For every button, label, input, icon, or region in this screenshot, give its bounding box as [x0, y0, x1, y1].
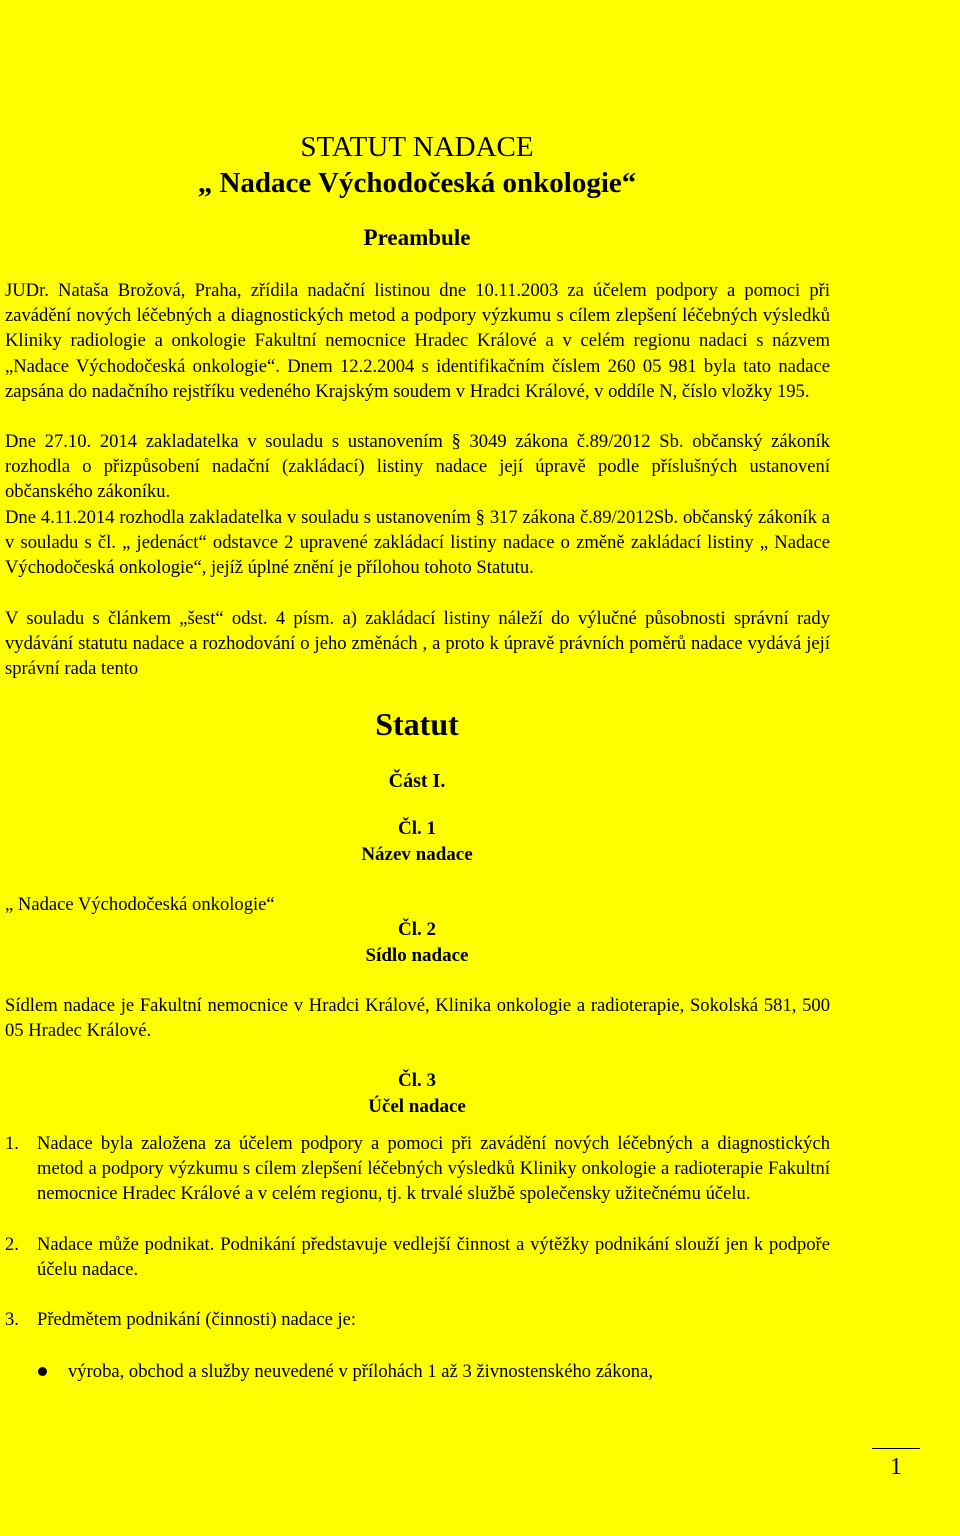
activities-bullet-list [36, 1359, 826, 1384]
article-2-heading [0, 917, 834, 969]
statut-heading: Statut [375, 706, 459, 742]
list-item [5, 1307, 830, 1332]
list-item-number: 1. [5, 1133, 19, 1154]
article-2-title: Sídlo nadace [365, 945, 469, 966]
list-item [5, 1131, 830, 1207]
document-title: STATUT NADACE [300, 131, 534, 163]
preamble-heading: Preambule [363, 225, 471, 250]
bullet-item [36, 1359, 826, 1384]
list-item-text: Nadace byla založena za účelem podpory a pomoci při zavádění nových léčebných a diagnostických metod a podpory výzkumu s cílem zlepšení léčebných výsledků Kliniky onkologie a radioterapie Fakultní nemocnice Hradec Králové a v celém regionu, tj. k trvalé službě společensky užitečnému účelu. [37, 1133, 830, 1205]
article-1-title: Název nadace [361, 844, 473, 865]
article-1-heading [0, 816, 834, 868]
footer-divider [872, 1448, 920, 1449]
foundation-name-heading: „ Nadace Východočeská onkologie“ [197, 167, 637, 199]
page-number: 1 [890, 1454, 902, 1480]
article-3-number: Čl. 3 [398, 1070, 436, 1091]
article-3-list [5, 1131, 830, 1332]
list-item-text: Předmětem podnikání (činnosti) nadace je: [37, 1309, 357, 1331]
list-item [5, 1232, 830, 1282]
list-item-number: 2. [5, 1233, 19, 1255]
list-item-text: Nadace může podnikat. Podnikání představuje vedlejší činnost a výtěžky podnikání slouží jen k podpoře účelu nadace. [37, 1233, 830, 1280]
article-1-text: „ Nadace Východočeská onkologie“ [5, 894, 275, 915]
preamble-paragraph-1: JUDr. Nataša Brožová, Praha, zřídila nadační listinou dne 10.11.2003 za účelem podpory a pomoci při zavádění nových léčebných a diagnostických metod a podpory výzkumu s cílem zlepšení léčebných výsledků Kliniky radiologie a onkologie Fakultní nemocnice Hradec Králové a v celém regionu nadaci s názvem „Nadace Východočeská onkologie“. Dnem 12.2.2004 s identifikačním číslem 260 05 981 byla tato nadace zapsána do nadačního rejstříku vedeného Krajským soudem v Hradci Králové, v oddíle N, číslo vložky 195. [5, 280, 830, 402]
preamble-paragraph-4: V souladu s článkem „šest“ odst. 4 písm. a) zakládací listiny náleží do výlučné působnosti správní rady vydávání statutu nadace a rozhodování o jeho změnách , a proto k úpravě právních poměrů nadace vydává její správní rada tento [5, 608, 830, 680]
preamble-paragraph-3: Dne 4.11.2014 rozhodla zakladatelka v souladu s ustanovením § 317 zákona č.89/2012Sb. občanský zákoník a v souladu s čl. „ jedenáct“ odstavce 2 upravené zakládací listiny nadace o změně zakládací listiny „ Nadace Východočeská onkologie“, jejíž úplné znění je přílohou tohoto Statutu. [5, 507, 830, 579]
list-item-number: 3. [5, 1309, 19, 1331]
bullet-item-text: výroba, obchod a služby neuvedené v přílohách 1 až 3 živnostenského zákona, [68, 1361, 653, 1382]
bullet-icon [38, 1367, 47, 1376]
article-2-number: Čl. 2 [398, 919, 436, 940]
article-3-heading [0, 1068, 834, 1120]
article-3-title: Účel nadace [368, 1096, 466, 1117]
article-1-number: Čl. 1 [398, 818, 436, 839]
part-heading: Část I. [388, 770, 446, 792]
preamble-paragraph-2: Dne 27.10. 2014 zakladatelka v souladu s ustanovením § 3049 zákona č.89/2012 Sb. občanský zákoník rozhodla o přizpůsobení nadační (zakládací) listiny nadace její úpravě podle příslušných ustanovení občanského zákoníku. [5, 431, 830, 503]
article-2-text: Sídlem nadace je Fakultní nemocnice v Hradci Králové, Klinika onkologie a radioterapie, Sokolská 581, 500 05 Hradec Králové. [5, 995, 830, 1042]
